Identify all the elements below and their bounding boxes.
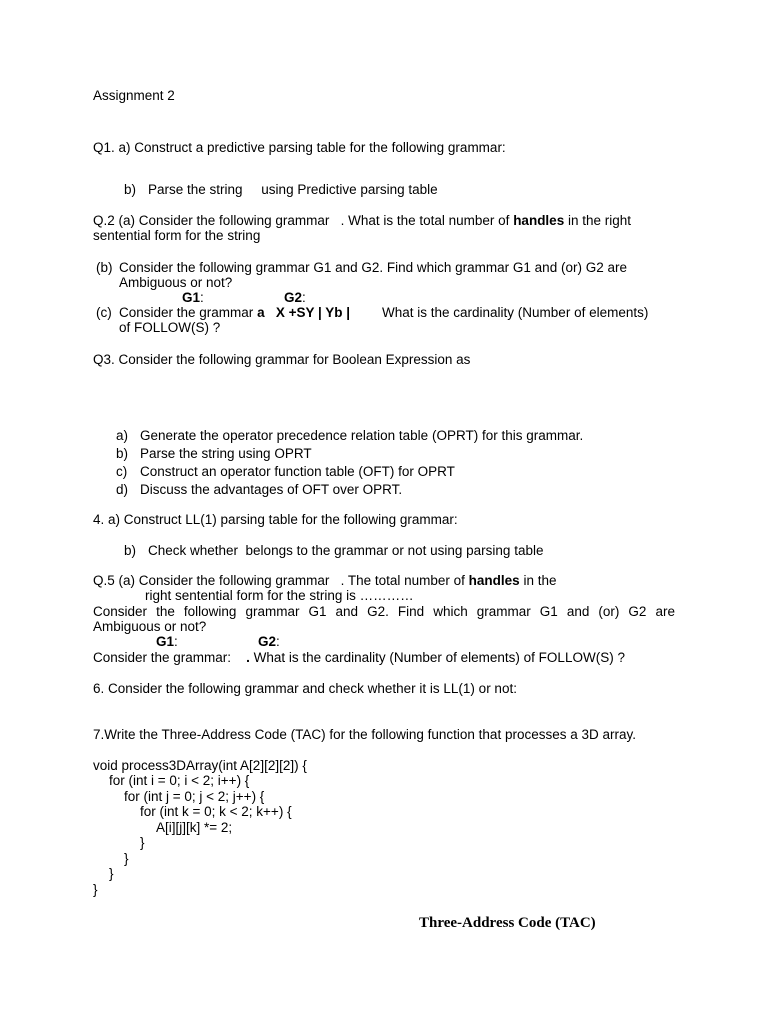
q4-part-a: 4. a) Construct LL(1) parsing table for the following grammar: bbox=[93, 512, 458, 527]
q2-part-b-line2: Ambiguous or not? bbox=[119, 275, 233, 290]
q5-a-text: Q.5 (a) Consider the following grammar . The total number of bbox=[93, 573, 469, 588]
q2-g2-label bbox=[284, 290, 306, 305]
q5-part-b-line1: Consider the following grammar G1 and G2. Find which grammar G1 and (or) G2 are bbox=[93, 604, 675, 619]
code-line-1: void process3DArray(int A[2][2][2]) { bbox=[93, 758, 307, 773]
g2-colon: : bbox=[302, 290, 306, 305]
q4-part-b-text: Check whether belongs to the grammar or not using parsing table bbox=[148, 543, 544, 558]
q1-part-b-marker: b) bbox=[124, 182, 137, 197]
code-line-2: for (int i = 0; i < 2; i++) { bbox=[109, 773, 250, 788]
q2-a-handles: handles bbox=[513, 213, 565, 228]
g2-colon: : bbox=[276, 634, 280, 649]
code-line-6: } bbox=[140, 835, 145, 850]
q3-item-d-marker: d) bbox=[116, 482, 129, 497]
code-line-4: for (int k = 0; k < 2; k++) { bbox=[140, 804, 292, 819]
q5-a-tail: in the bbox=[519, 573, 557, 588]
q5-g2-label bbox=[258, 634, 280, 649]
q3-item-b-marker: b) bbox=[116, 446, 129, 461]
q5-c-question: What is the cardinality (Number of elements) of FOLLOW(S) ? bbox=[249, 650, 625, 665]
q1-part-b-text: Parse the string using Predictive parsing table bbox=[148, 182, 438, 197]
q5-c-dot: . bbox=[246, 650, 250, 665]
code-line-9: } bbox=[93, 882, 98, 897]
g1-text: G1 bbox=[182, 290, 201, 305]
q2-part-b-marker: (b) bbox=[96, 260, 113, 275]
q3-item-d-text: Discuss the advantages of OFT over OPRT. bbox=[140, 482, 403, 497]
q2-part-a-line2: sentential form for the string bbox=[93, 228, 261, 243]
g2-text: G2 bbox=[258, 634, 277, 649]
g1-colon: : bbox=[174, 634, 178, 649]
q2-part-c-line2: of FOLLOW(S) ? bbox=[119, 320, 221, 335]
q5-part-a-line2: right sentential form for the string is ………… bbox=[145, 588, 414, 603]
code-line-7: } bbox=[124, 851, 129, 866]
q2-a-text: Q.2 (a) Consider the following grammar . What is the total number of bbox=[93, 213, 514, 228]
q1-part-a: Q1. a) Construct a predictive parsing table for the following grammar: bbox=[93, 140, 506, 155]
q3-item-a-marker: a) bbox=[116, 428, 129, 443]
q3-item-c-text: Construct an operator function table (OFT) for OPRT bbox=[140, 464, 455, 479]
q4-part-b-marker: b) bbox=[124, 543, 137, 558]
g2-text: G2 bbox=[284, 290, 303, 305]
q3-item-b-text: Parse the string using OPRT bbox=[140, 446, 312, 461]
q2-c-text: Consider the grammar bbox=[119, 305, 258, 320]
q5-part-a-line1 bbox=[93, 573, 556, 588]
assignment-title: Assignment 2 bbox=[93, 88, 175, 103]
q3-intro: Q3. Consider the following grammar for Boolean Expression as bbox=[93, 352, 471, 367]
q5-part-c bbox=[93, 650, 625, 665]
q2-part-c-line1 bbox=[119, 305, 350, 320]
g1-colon: : bbox=[200, 290, 204, 305]
g1-text: G1 bbox=[156, 634, 175, 649]
q5-a-handles: handles bbox=[468, 573, 520, 588]
q7-text: 7.Write the Three-Address Code (TAC) for the following function that processes a 3D array. bbox=[93, 727, 636, 742]
q2-part-a-line1 bbox=[93, 213, 675, 228]
q3-item-c-marker: c) bbox=[116, 464, 128, 479]
code-line-3: for (int j = 0; j < 2; j++) { bbox=[124, 789, 265, 804]
tac-heading: Three-Address Code (TAC) bbox=[419, 915, 596, 931]
q6-text: 6. Consider the following grammar and check whether it is LL(1) or not: bbox=[93, 681, 517, 696]
q5-part-b-line2: Ambiguous or not? bbox=[93, 619, 207, 634]
q2-g1-label bbox=[182, 290, 204, 305]
q2-c-grammar: a X +SY | Yb | bbox=[257, 305, 351, 320]
q2-part-c-marker: (c) bbox=[96, 305, 112, 320]
code-line-8: } bbox=[109, 866, 114, 881]
q5-c-text: Consider the grammar: bbox=[93, 650, 247, 665]
q2-part-b-line1: Consider the following grammar G1 and G2. Find which grammar G1 and (or) G2 are bbox=[119, 260, 627, 275]
q5-g1-label bbox=[156, 634, 178, 649]
q3-item-a-text: Generate the operator precedence relation table (OPRT) for this grammar. bbox=[140, 428, 584, 443]
q2-part-c-question: What is the cardinality (Number of elements) bbox=[382, 305, 649, 320]
code-line-5: A[i][j][k] *= 2; bbox=[156, 820, 233, 835]
q2-a-tail: in the right bbox=[564, 213, 631, 228]
